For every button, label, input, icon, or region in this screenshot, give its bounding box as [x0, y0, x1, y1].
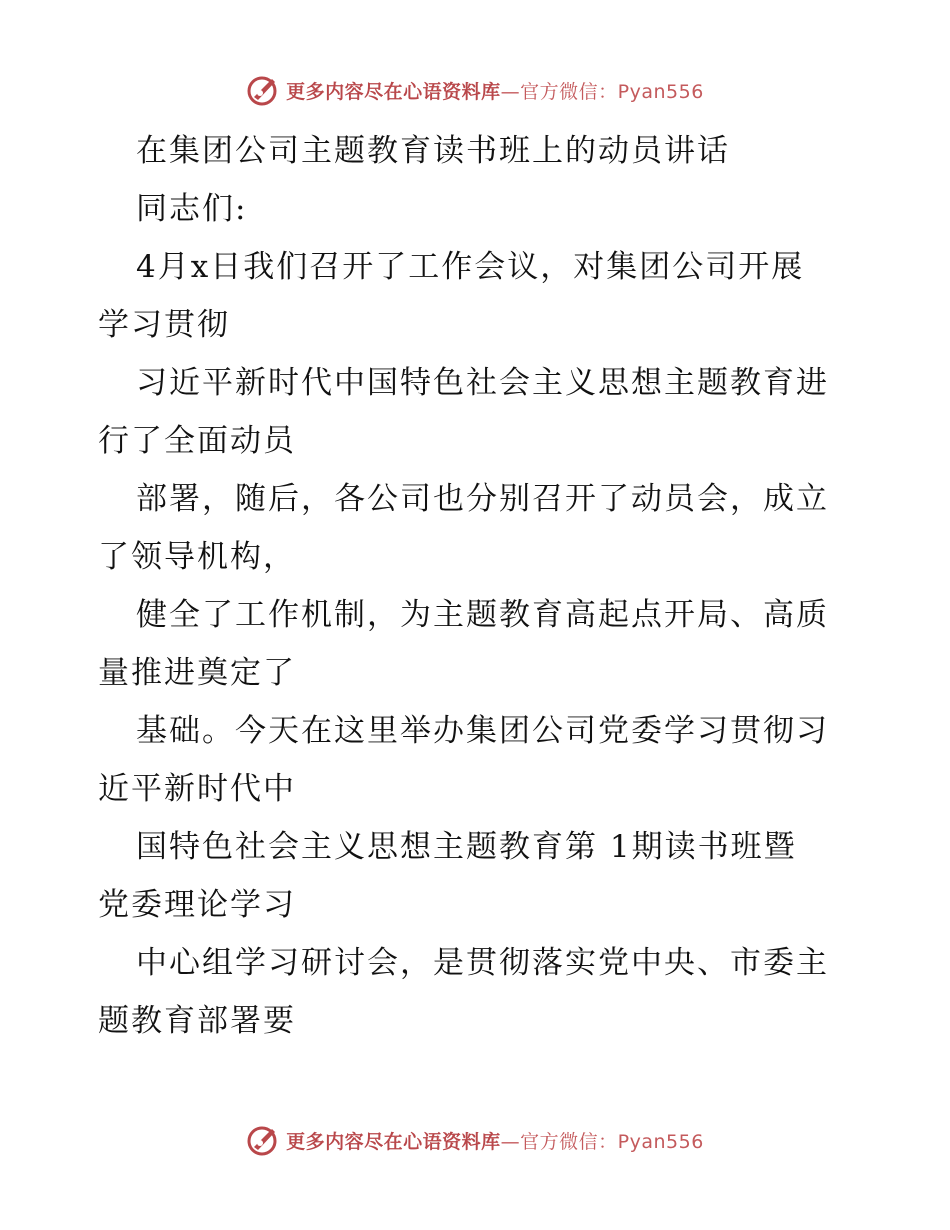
text-line: 党委理论学习: [98, 887, 296, 923]
quill-logo-icon: [246, 1123, 280, 1157]
text-line: 近平新时代中: [98, 771, 296, 807]
text-line: 4月x日我们召开了工作会议，对集团公司开展: [136, 249, 805, 285]
document-body: [98, 122, 858, 1050]
banner-text-contact: —官方微信：Pyan556: [500, 1130, 704, 1153]
text-line: 题教育部署要: [98, 1003, 296, 1039]
text-line: 行了全面动员: [98, 423, 296, 459]
text-line: 中心组学习研讨会，是贯彻落实党中央、市委主: [136, 945, 829, 981]
banner-text-bold: 更多内容尽在心语资料库: [286, 80, 501, 103]
text-line: 国特色社会主义思想主题教育第 1期读书班暨: [136, 829, 797, 865]
document-title: 在集团公司主题教育读书班上的动员讲话: [136, 133, 730, 169]
quill-logo-icon: [246, 73, 280, 107]
text-line: 学习贯彻: [98, 307, 230, 343]
text-line: 习近平新时代中国特色社会主义思想主题教育进: [136, 365, 829, 401]
banner-text-contact: —官方微信：Pyan556: [500, 80, 704, 103]
banner-text-bold: 更多内容尽在心语资料库: [286, 1130, 501, 1153]
text-line: 量推进奠定了: [98, 655, 296, 691]
text-line: 同志们:: [136, 191, 248, 227]
text-line: 部署，随后，各公司也分别召开了动员会，成立: [136, 481, 829, 517]
text-line: 了领导机构，: [98, 539, 296, 575]
header-watermark-banner: [0, 70, 950, 110]
text-line: 基础。今天在这里举办集团公司党委学习贯彻习: [136, 713, 829, 749]
footer-watermark-banner: [0, 1120, 950, 1160]
text-line: 健全了工作机制，为主题教育高起点开局、高质: [136, 597, 829, 633]
